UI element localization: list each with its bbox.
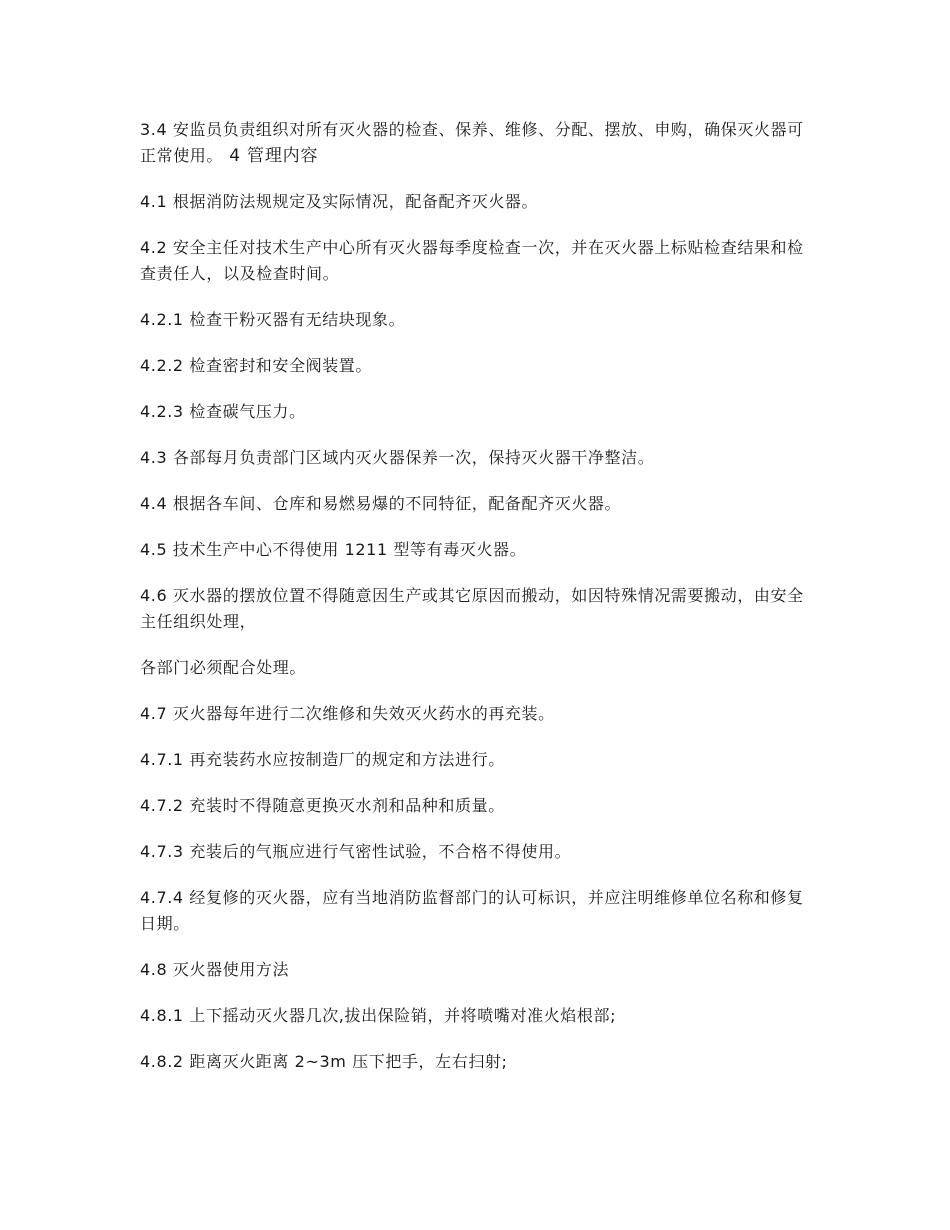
paragraph-4-2-3: 4.2.3 检查碳气压力。	[140, 402, 306, 421]
paragraph-4-8: 4.8 灭火器使用方法	[140, 960, 290, 979]
paragraph-4-6: 4.6 灭水器的摆放位置不得随意因生产或其它原因而搬动，如因特殊情况需要搬动，由安全主任组织处理，	[140, 586, 804, 631]
document-body	[140, 117, 815, 1095]
paragraph-4-5: 4.5 技术生产中心不得使用 1211 型等有毒灭火器。	[140, 540, 527, 559]
paragraph-4-3: 4.3 各部每月负责部门区域内灭火器保养一次，保持灭火器干净整洁。	[140, 448, 655, 467]
paragraph-4-7: 4.7 灭火器每年进行二次维修和失效灭火药水的再充装。	[140, 704, 555, 723]
paragraph-4-2-1: 4.2.1 检查干粉灭器有无结块现象。	[140, 310, 406, 329]
paragraph-4-4: 4.4 根据各车间、仓库和易燃易爆的不同特征，配备配齐灭火器。	[140, 494, 622, 513]
paragraph-4-7-1: 4.7.1 再充装药水应按制造厂的规定和方法进行。	[140, 750, 505, 769]
paragraph-3-4	[140, 117, 815, 169]
paragraph-4-8-1: 4.8.1 上下摇动灭火器几次,拔出保险销，并将喷嘴对准火焰根部;	[140, 1006, 617, 1025]
paragraph-4-2-2: 4.2.2 检查密封和安全阀装置。	[140, 356, 372, 375]
section-4-heading: 4 管理内容	[223, 146, 319, 166]
paragraph-4-7-2: 4.7.2 充装时不得随意更换灭水剂和品种和质量。	[140, 796, 505, 815]
paragraph-4-8-2: 4.8.2 距离灭火距离 2~3m 压下把手，左右扫射;	[140, 1052, 508, 1071]
paragraph-4-7-4: 4.7.4 经复修的灭火器，应有当地消防监督部门的认可标识，并应注明维修单位名称和修复日期。	[140, 888, 804, 933]
paragraph-4-7-3: 4.7.3 充装后的气瓶应进行气密性试验，不合格不得使用。	[140, 842, 572, 861]
paragraph-4-6-continued: 各部门必须配合处理。	[140, 658, 307, 677]
paragraph-4-2: 4.2 安全主任对技术生产中心所有灭火器每季度检查一次，并在灭火器上标贴检查结果和检查责任人，以及检查时间。	[140, 238, 804, 283]
paragraph-3-4-text: 3.4 安监员负责组织对所有灭火器的检查、保养、维修、分配、摆放、申购，确保灭火器可正常使用。	[140, 120, 804, 165]
paragraph-4-1: 4.1 根据消防法规规定及实际情况，配备配齐灭火器。	[140, 192, 539, 211]
